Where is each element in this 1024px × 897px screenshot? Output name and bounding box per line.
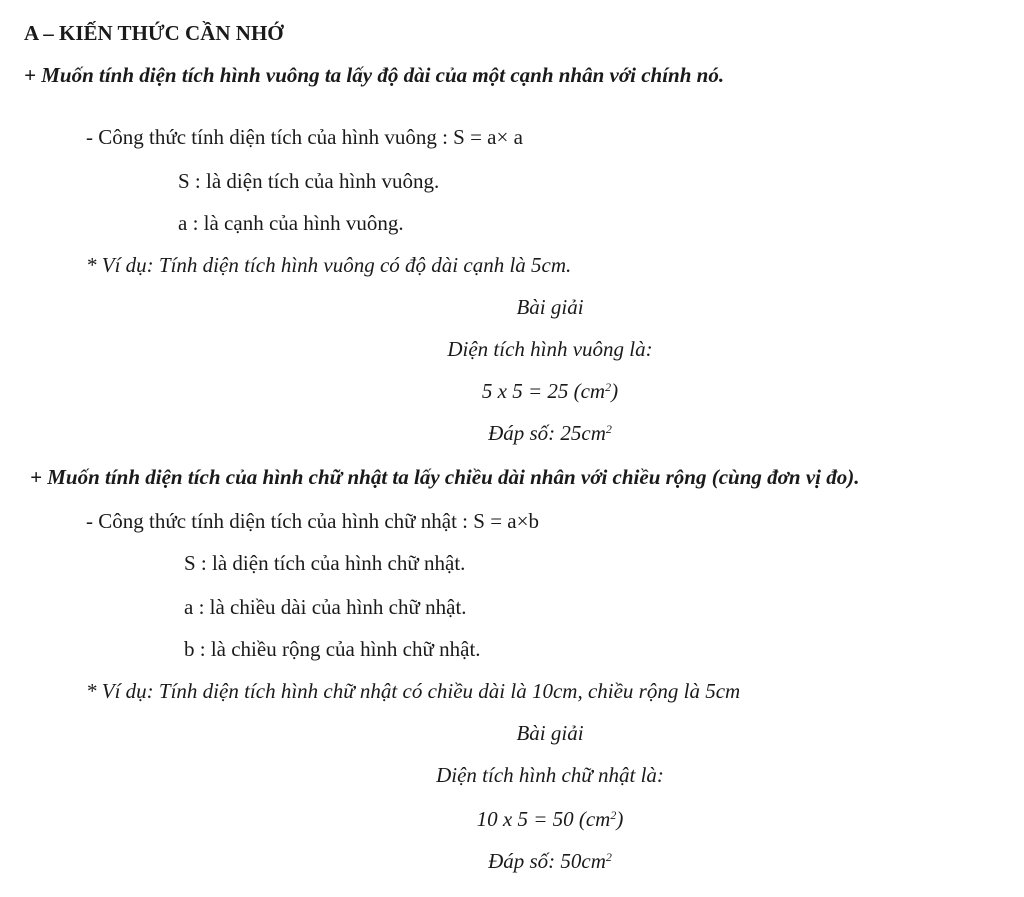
rectangle-rule: + Muốn tính diện tích của hình chữ nhật ta lấy chiều dài nhân với chiều rộng (cùng đơn vị đo). (30, 465, 860, 489)
rectangle-solution-line: Diện tích hình chữ nhật là: (436, 763, 664, 787)
rectangle-def-a: a : là chiều dài của hình chữ nhật. (184, 595, 467, 619)
square-def-s: S : là diện tích của hình vuông. (178, 169, 440, 193)
rectangle-calc-end: ) (616, 807, 624, 831)
rectangle-calc (0, 806, 1024, 832)
rectangle-def-s: S : là diện tích của hình chữ nhật. (184, 551, 466, 575)
rectangle-answer (0, 848, 1024, 874)
square-answer-text: Đáp số: 25cm (488, 421, 606, 445)
rectangle-formula: - Công thức tính diện tích của hình chữ nhật : S = a×b (86, 509, 539, 533)
rectangle-calc-sup: 2 (610, 808, 617, 822)
rectangle-solution-title: Bài giải (516, 721, 584, 745)
square-calc-sup: 2 (605, 380, 612, 394)
rectangle-calc-text: 10 x 5 = 50 (cm (476, 807, 611, 831)
square-calc-end: ) (611, 379, 619, 403)
rectangle-answer-sup: 2 (605, 850, 612, 864)
square-answer-sup: 2 (605, 422, 612, 436)
section-heading: A – KIẾN THỨC CẦN NHỚ (24, 21, 284, 45)
rectangle-def-b: b : là chiều rộng của hình chữ nhật. (184, 637, 481, 661)
square-answer (0, 420, 1024, 446)
square-def-a: a : là cạnh của hình vuông. (178, 211, 404, 235)
square-solution-line: Diện tích hình vuông là: (447, 337, 653, 361)
square-calc-text: 5 x 5 = 25 (cm (481, 379, 606, 403)
square-example: * Ví dụ: Tính diện tích hình vuông có độ dài cạnh là 5cm. (86, 253, 572, 277)
square-calc (0, 378, 1024, 404)
square-rule: + Muốn tính diện tích hình vuông ta lấy độ dài của một cạnh nhân với chính nó. (24, 63, 725, 87)
square-formula: - Công thức tính diện tích của hình vuông : S = a× a (86, 125, 523, 149)
square-solution-title: Bài giải (516, 295, 584, 319)
rectangle-example: * Ví dụ: Tính diện tích hình chữ nhật có chiều dài là 10cm, chiều rộng là 5cm (86, 679, 741, 703)
rectangle-answer-text: Đáp số: 50cm (488, 849, 606, 873)
